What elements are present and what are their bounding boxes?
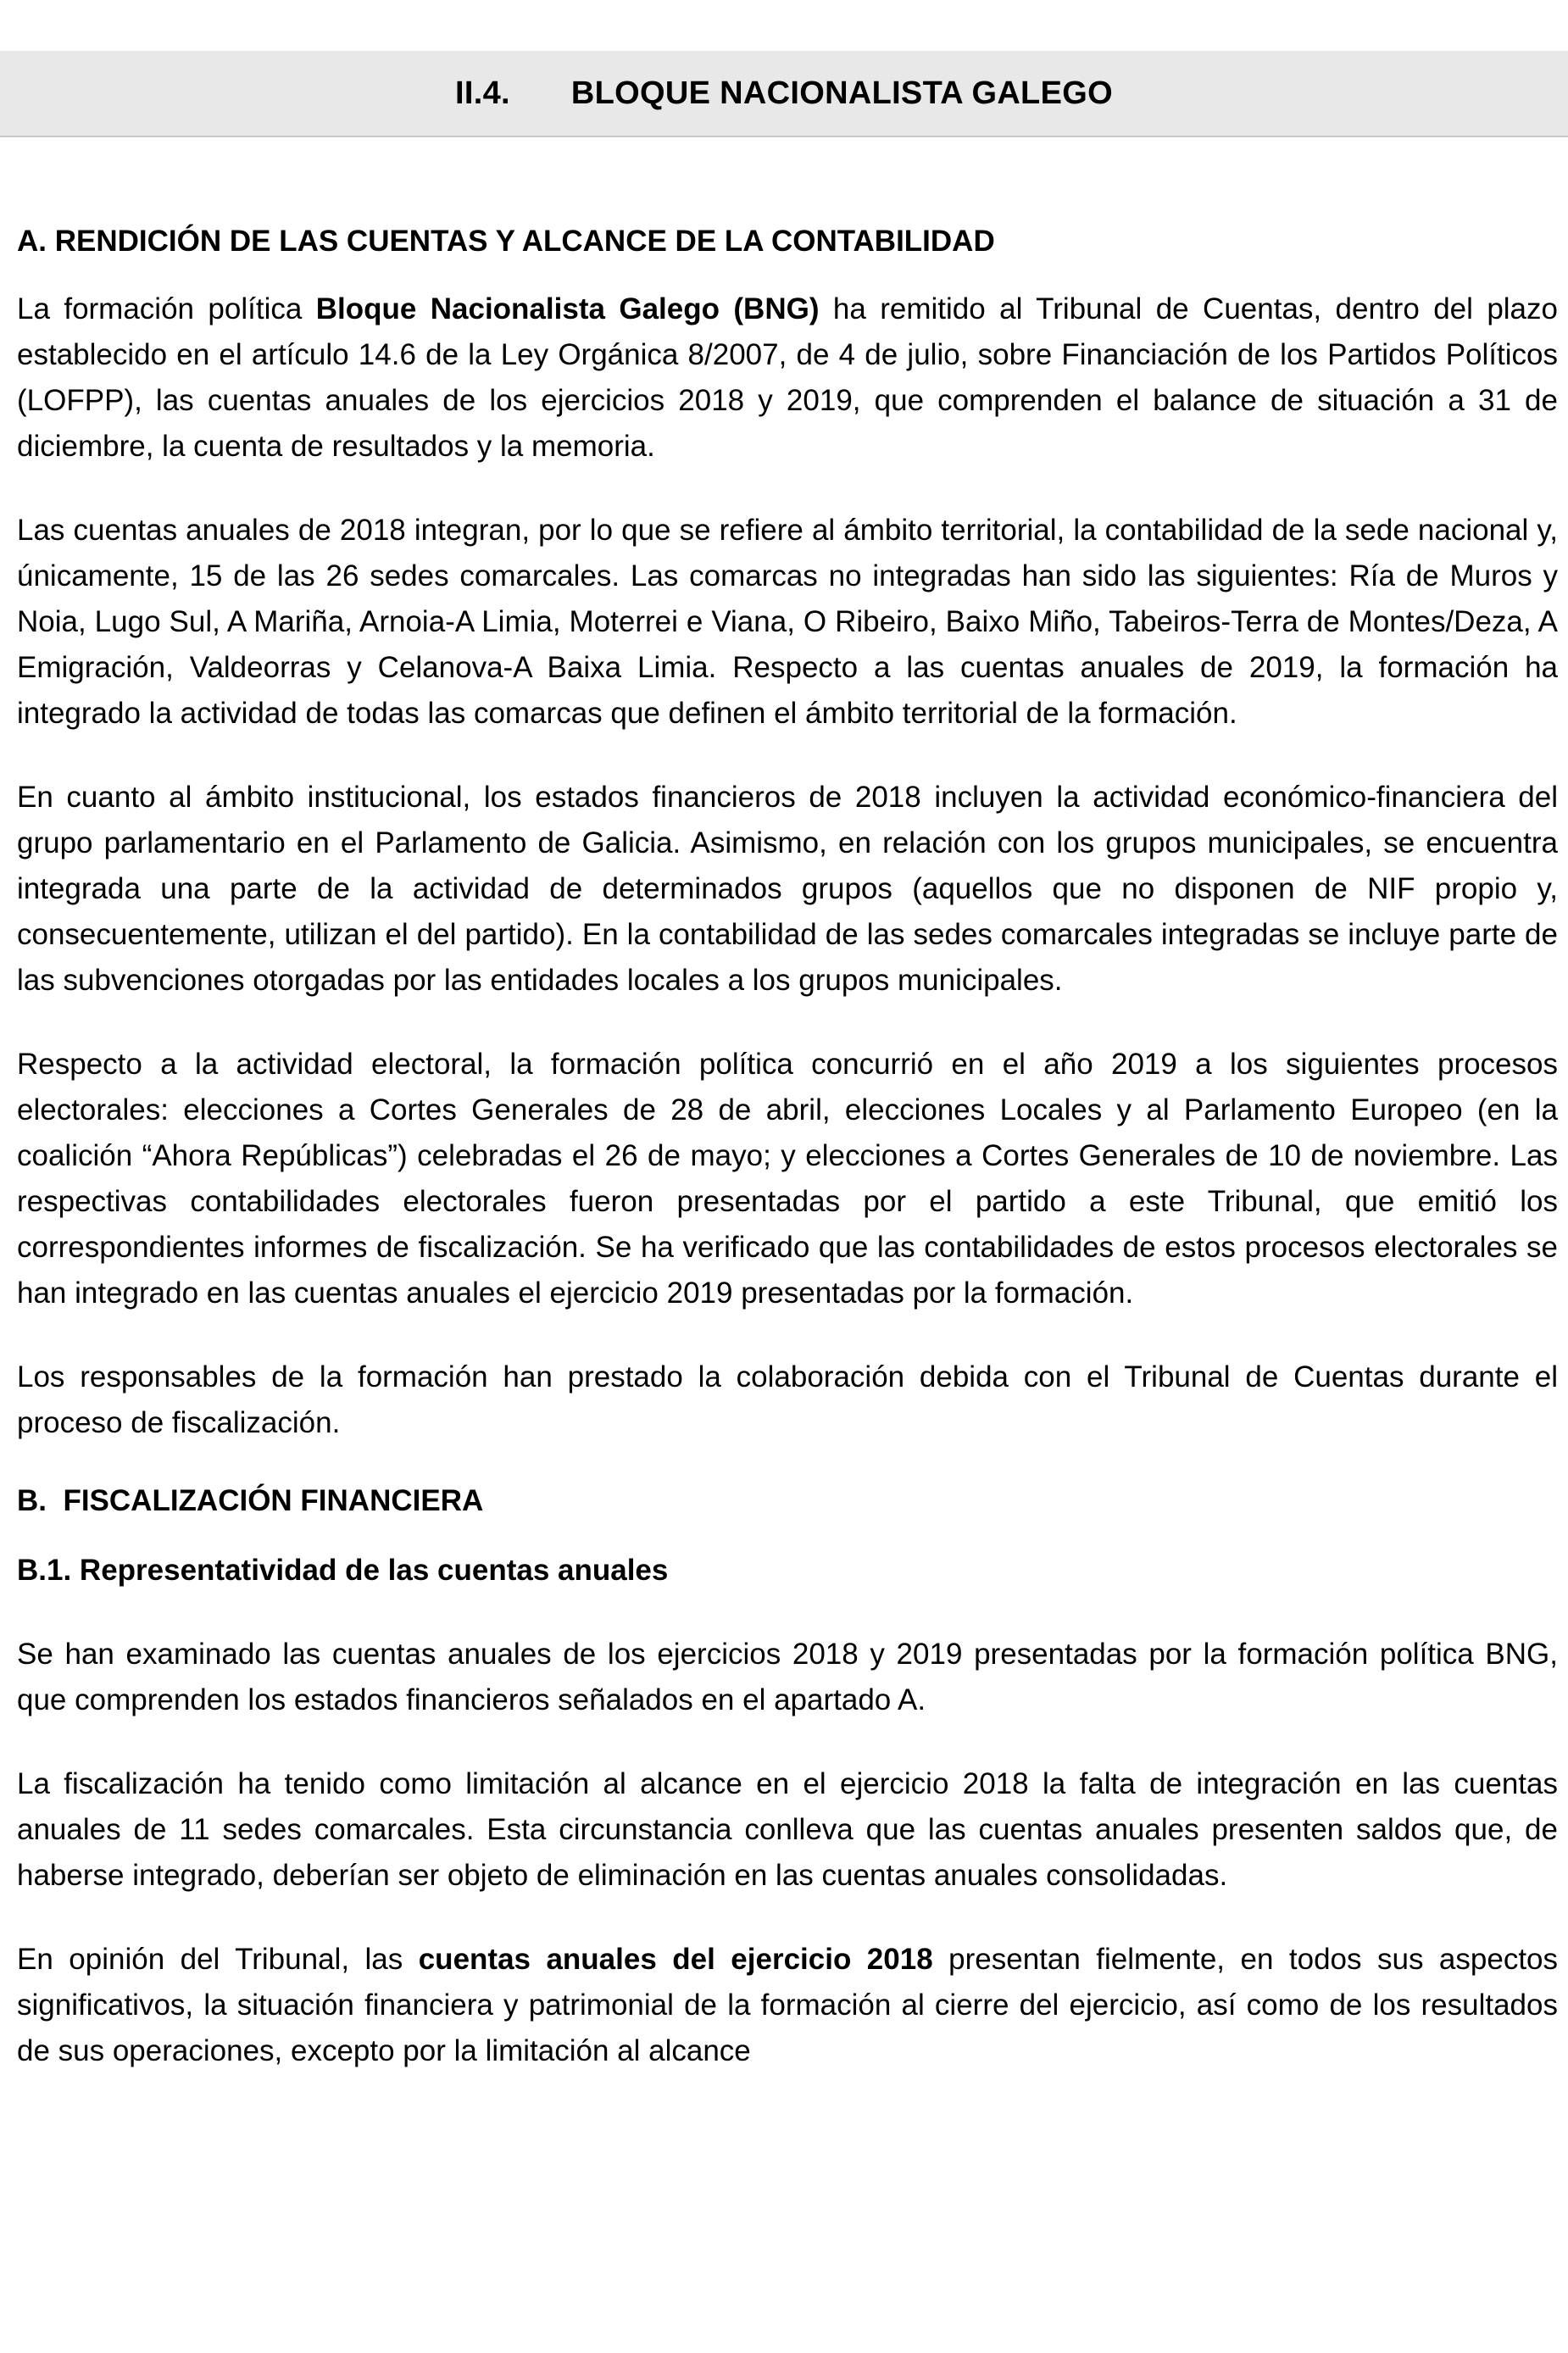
paragraph-a1-start: La formación política — [17, 292, 316, 325]
paragraph-b1: Se han examinado las cuentas anuales de los ejercicios 2018 y 2019 presentadas por la formación política BNG, que comprenden los estados financieros señalados en el apartado A. — [17, 1638, 1558, 1716]
paragraph-a2: Las cuentas anuales de 2018 integran, por lo que se refiere al ámbito territorial, la contabilidad de la sede nacional y, únicamente, 15 de las 26 sedes comarcales. Las comarcas no integradas han sido las siguientes: Ría de Muros y Noia, Lugo Sul, A Mariña, Arnoia-A Limia, Moterrei e Viana, O Ribeiro, Baixo Miño, Tabeiros-Terra de Montes/Deza, A Emigración, Valdeorras y Celanova-A Baixa Limia. Respecto a las cuentas anuales de 2019, la formación ha integrado la actividad de todas las comarcas que definen el ámbito territorial de la formación. — [17, 514, 1558, 730]
paragraph-a1 — [17, 286, 1558, 470]
heading-section-a: A. RENDICIÓN DE LAS CUENTAS Y ALCANCE DE LA CONTABILIDAD — [17, 225, 995, 258]
paragraph-a1-end: ha remitido al Tribunal de Cuentas, dentro del plazo establecido en el artículo 14.6 de la Ley Orgánica 8/2007, de 4 de julio, sobre Financiación de los Partidos Políticos (LOFPP), las cuentas anuales de los ejercicios 2018 y 2019, que comprenden el balance de situación a 31 de diciembre, la cuenta de resultados y la memoria. — [17, 292, 1558, 463]
heading-section-b1: B.1. Representatividad de las cuentas anuales — [17, 1554, 669, 1587]
section-number: II.4. — [455, 75, 510, 111]
paragraph-b2: La fiscalización ha tenido como limitación al alcance en el ejercicio 2018 la falta de integración en las cuentas anuales de 11 sedes comarcales. Esta circunstancia conlleva que las cuentas anuales presenten saldos que, de haberse integrado, deberían ser objeto de eliminación en las cuentas anuales consolidadas. — [17, 1767, 1558, 1892]
heading-section-b: B. FISCALIZACIÓN FINANCIERA — [17, 1484, 484, 1517]
paragraph-b3-start: En opinión del Tribunal, las — [17, 1943, 419, 1976]
paragraph-a3: En cuanto al ámbito institucional, los estados financieros de 2018 incluyen la actividad económico-financiera del grupo parlamentario en el Parlamento de Galicia. Asimismo, en relación con los grupos municipales, se encuentra integrada una parte de la actividad de determinados grupos (aquellos que no disponen de NIF propio y, consecuentemente, utilizan el del partido). En la contabilidad de las sedes comarcales integradas se incluye parte de las subvenciones otorgadas por las entidades locales a los grupos municipales. — [17, 781, 1558, 997]
party-name-bold: Bloque Nacionalista Galego (BNG) — [315, 292, 820, 325]
paragraph-b3 — [17, 1937, 1558, 2074]
paragraph-a5: Los responsables de la formación han prestado la colaboración debida con el Tribunal de Cuentas durante el proceso de fiscalización. — [17, 1360, 1558, 1439]
paragraph-b3-end: presentan fielmente, en todos sus aspectos significativos, la situación financiera y patrimonial de la formación al cierre del ejercicio, así como de los resultados de sus operaciones, excepto por la limitación al alcance — [17, 1943, 1558, 2067]
paragraph-a4: Respecto a la actividad electoral, la formación política concurrió en el año 2019 a los siguientes procesos electorales: elecciones a Cortes Generales de 28 de abril, elecciones Locales y al Parlamento Europeo (en la coalición “Ahora Repúblicas”) celebradas el 26 de mayo; y elecciones a Cortes Generales de 10 de noviembre. Las respectivas contabilidades electorales fueron presentadas por el partido a este Tribunal, que emitió los correspondientes informes de fiscalización. Se ha verificado que las contabilidades de estos procesos electorales se han integrado en las cuentas anuales el ejercicio 2019 presentadas por la formación. — [17, 1048, 1558, 1310]
document-body — [17, 219, 1558, 2074]
opinion-2018-bold: cuentas anuales del ejercicio 2018 — [418, 1943, 933, 1976]
section-title: BLOQUE NACIONALISTA GALEGO — [570, 75, 1113, 111]
section-title-bar — [0, 51, 1568, 137]
